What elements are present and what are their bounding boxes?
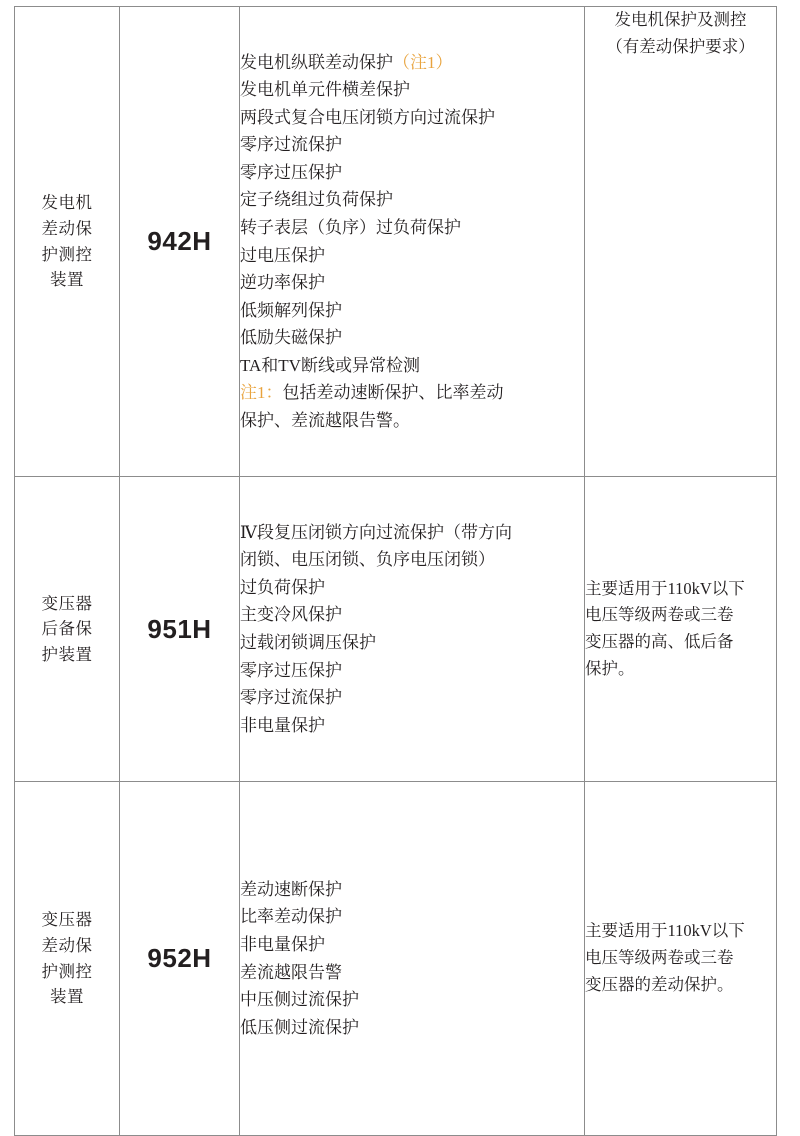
model-number-cell: 942H — [120, 7, 240, 477]
model-number-cell: 952H — [120, 782, 240, 1136]
device-name-cell — [15, 7, 120, 477]
remark-line: 电压等级两卷或三卷 — [585, 948, 734, 968]
list-item: 零序过流保护 — [240, 688, 342, 708]
device-name-line: 装置 — [50, 987, 84, 1007]
list-item: Ⅳ段复压闭锁方向过流保护（带方向 — [240, 522, 512, 542]
function-text: 发电机纵联差动保护 — [240, 52, 393, 72]
list-item: TA和TV断线或异常检测 — [240, 355, 420, 375]
remark-cell — [585, 782, 777, 1136]
model-number-cell: 951H — [120, 477, 240, 782]
device-name-line: 发电机 — [41, 193, 93, 213]
list-item: 零序过流保护 — [240, 135, 342, 155]
remark-line: 电压等级两卷或三卷 — [585, 605, 734, 625]
remark-line: 保护。 — [585, 658, 635, 678]
list-item: 差动速断保护 — [240, 879, 342, 899]
list-item: 零序过压保护 — [240, 162, 342, 182]
function-list-cell — [240, 477, 585, 782]
device-name-line: 护测控 — [41, 961, 93, 981]
list-item: 差流越限告警 — [240, 962, 342, 982]
device-name-line: 后备保 — [41, 619, 93, 639]
list-item: 过电压保护 — [240, 245, 325, 265]
device-name-line: 差动保 — [41, 935, 93, 955]
list-item: 非电量保护 — [240, 934, 325, 954]
list-item: 低压侧过流保护 — [240, 1017, 359, 1037]
device-name-line: 差动保 — [41, 218, 93, 238]
footnote-label: 注1： — [240, 383, 283, 403]
remark-line: 变压器的高、低后备 — [585, 632, 734, 651]
table-row — [15, 782, 777, 1136]
list-item: 两段式复合电压闭锁方向过流保护 — [240, 107, 495, 127]
device-name-cell — [15, 782, 120, 1136]
footnote-body: 包括差动速断保护、比率差动 — [282, 383, 504, 403]
remark-cell — [585, 477, 777, 782]
list-item: 主变冷风保护 — [240, 605, 342, 625]
list-item: 比率差动保护 — [240, 907, 342, 927]
list-item: 中压侧过流保护 — [240, 990, 359, 1010]
list-item: 低频解列保护 — [240, 300, 342, 320]
list-item: 过载闭锁调压保护 — [240, 633, 376, 652]
list-item: 转子表层（负序）过负荷保护 — [240, 217, 461, 237]
list-item: 定子绕组过负荷保护 — [240, 190, 393, 210]
remark-line: 主要适用于110kV以下 — [585, 578, 745, 598]
list-item: 闭锁、电压闭锁、负序电压闭锁） — [240, 550, 495, 570]
footnote — [240, 379, 584, 434]
list-item — [240, 49, 584, 77]
table-row — [15, 477, 777, 782]
device-name-cell — [15, 477, 120, 782]
function-list-cell — [240, 7, 585, 477]
list-item: 低励失磁保护 — [240, 328, 342, 348]
function-list — [240, 876, 584, 1041]
remark-line: 发电机保护及测控 — [614, 10, 747, 29]
list-item: 过负荷保护 — [240, 577, 325, 597]
table-row — [15, 7, 777, 477]
remark-cell — [585, 7, 777, 477]
note-reference: （注1） — [393, 52, 453, 72]
list-item: 逆功率保护 — [240, 273, 325, 293]
list-item: 零序过压保护 — [240, 660, 342, 680]
function-list — [240, 49, 584, 379]
device-name-line: 变压器 — [41, 593, 93, 613]
remark-line: 变压器的差动保护。 — [585, 974, 734, 994]
footnote-body-cont: 保护、差流越限告警。 — [240, 410, 410, 430]
function-list-cell — [240, 782, 585, 1136]
list-item: 发电机单元件横差保护 — [240, 80, 410, 100]
remark-line: 主要适用于110kV以下 — [585, 921, 745, 941]
device-name-line: 装置 — [50, 270, 84, 290]
device-name-line: 护装置 — [41, 644, 93, 664]
function-list — [240, 519, 584, 739]
remark-line: （有差动保护要求） — [606, 36, 755, 56]
device-name-line: 变压器 — [41, 910, 93, 930]
list-item: 非电量保护 — [240, 715, 325, 735]
device-name-line: 护测控 — [41, 244, 93, 264]
device-spec-table — [14, 6, 777, 1136]
